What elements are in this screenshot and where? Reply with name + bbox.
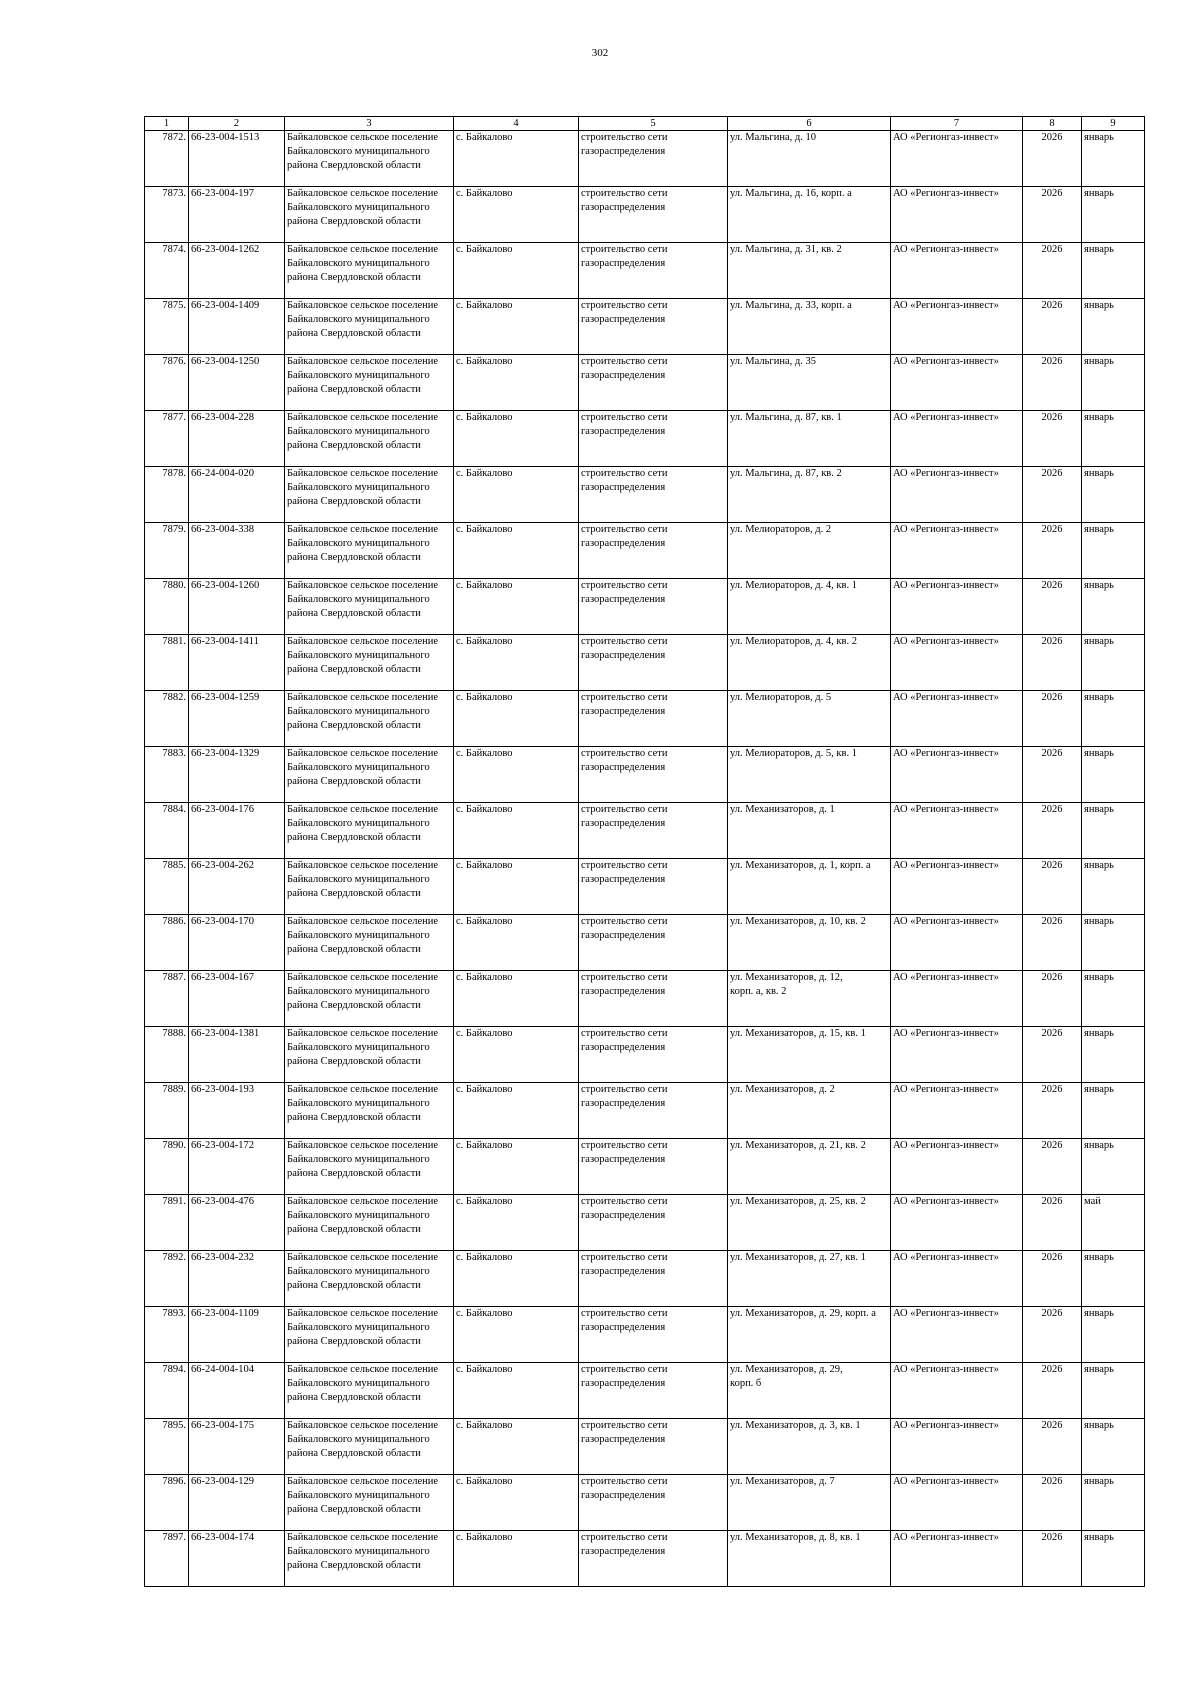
contractor-name: АО «Регионгаз-инвест» [891,915,1023,971]
planned-month: январь [1082,1363,1145,1419]
contractor-name: АО «Регионгаз-инвест» [891,187,1023,243]
planned-year: 2026 [1023,1195,1082,1251]
cadastral-number: 66-23-004-262 [189,859,285,915]
planned-year: 2026 [1023,243,1082,299]
object-address: ул. Механизаторов, д. 15, кв. 1 [728,1027,891,1083]
contractor-name: АО «Регионгаз-инвест» [891,355,1023,411]
municipality-name: Байкаловское сельское поселение Байкаловского муниципального района Свердловской области [285,1363,454,1419]
planned-month: май [1082,1195,1145,1251]
planned-month: январь [1082,971,1145,1027]
row-number: 7887. [145,971,189,1027]
municipality-name: Байкаловское сельское поселение Байкаловского муниципального района Свердловской области [285,187,454,243]
planned-year: 2026 [1023,1251,1082,1307]
planned-month: январь [1082,691,1145,747]
row-number: 7874. [145,243,189,299]
cadastral-number: 66-23-004-176 [189,803,285,859]
locality-name: с. Байкалово [454,1419,579,1475]
work-type: строительство сети газораспределения [579,411,728,467]
municipality-name: Байкаловское сельское поселение Байкаловского муниципального района Свердловской области [285,1307,454,1363]
table-row [145,1139,1145,1195]
object-address: ул. Механизаторов, д. 8, кв. 1 [728,1531,891,1587]
municipality-name: Байкаловское сельское поселение Байкаловского муниципального района Свердловской области [285,747,454,803]
work-type: строительство сети газораспределения [579,915,728,971]
cadastral-number: 66-24-004-104 [189,1363,285,1419]
locality-name: с. Байкалово [454,915,579,971]
contractor-name: АО «Регионгаз-инвест» [891,243,1023,299]
contractor-name: АО «Регионгаз-инвест» [891,691,1023,747]
table-row [145,915,1145,971]
header-row [145,117,1145,131]
municipality-name: Байкаловское сельское поселение Байкаловского муниципального района Свердловской области [285,299,454,355]
contractor-name: АО «Регионгаз-инвест» [891,1475,1023,1531]
contractor-name: АО «Регионгаз-инвест» [891,859,1023,915]
object-address: ул. Механизаторов, д. 25, кв. 2 [728,1195,891,1251]
header-cell: 9 [1082,117,1145,131]
contractor-name: АО «Регионгаз-инвест» [891,467,1023,523]
contractor-name: АО «Регионгаз-инвест» [891,1083,1023,1139]
locality-name: с. Байкалово [454,1363,579,1419]
locality-name: с. Байкалово [454,747,579,803]
header-cell: 3 [285,117,454,131]
cadastral-number: 66-23-004-172 [189,1139,285,1195]
contractor-name: АО «Регионгаз-инвест» [891,1531,1023,1587]
contractor-name: АО «Регионгаз-инвест» [891,635,1023,691]
row-number: 7873. [145,187,189,243]
row-number: 7877. [145,411,189,467]
locality-name: с. Байкалово [454,187,579,243]
table-row [145,635,1145,691]
object-address: ул. Механизаторов, д. 12, корп. а, кв. 2 [728,971,891,1027]
contractor-name: АО «Регионгаз-инвест» [891,1027,1023,1083]
object-address: ул. Механизаторов, д. 2 [728,1083,891,1139]
planned-year: 2026 [1023,355,1082,411]
contractor-name: АО «Регионгаз-инвест» [891,971,1023,1027]
planned-month: январь [1082,1419,1145,1475]
cadastral-number: 66-23-004-338 [189,523,285,579]
table-row [145,467,1145,523]
planned-year: 2026 [1023,859,1082,915]
header-cell: 2 [189,117,285,131]
municipality-name: Байкаловское сельское поселение Байкаловского муниципального района Свердловской области [285,355,454,411]
header-cell: 7 [891,117,1023,131]
row-number: 7876. [145,355,189,411]
table-row [145,579,1145,635]
page-number: 302 [591,47,609,59]
planned-year: 2026 [1023,1419,1082,1475]
locality-name: с. Байкалово [454,467,579,523]
work-type: строительство сети газораспределения [579,1475,728,1531]
planned-month: январь [1082,1139,1145,1195]
object-address: ул. Механизаторов, д. 21, кв. 2 [728,1139,891,1195]
locality-name: с. Байкалово [454,635,579,691]
work-type: строительство сети газораспределения [579,187,728,243]
work-type: строительство сети газораспределения [579,1363,728,1419]
work-type: строительство сети газораспределения [579,1419,728,1475]
row-number: 7875. [145,299,189,355]
locality-name: с. Байкалово [454,355,579,411]
row-number: 7882. [145,691,189,747]
object-address: ул. Механизаторов, д. 3, кв. 1 [728,1419,891,1475]
table-row [145,187,1145,243]
table-row [145,1531,1145,1587]
table-row [145,1475,1145,1531]
table-row [145,131,1145,187]
planned-month: январь [1082,1251,1145,1307]
planned-month: январь [1082,355,1145,411]
row-number: 7894. [145,1363,189,1419]
cadastral-number: 66-23-004-1409 [189,299,285,355]
planned-month: январь [1082,1083,1145,1139]
municipality-name: Байкаловское сельское поселение Байкаловского муниципального района Свердловской области [285,243,454,299]
planned-month: январь [1082,523,1145,579]
planned-month: январь [1082,187,1145,243]
row-number: 7888. [145,1027,189,1083]
contractor-name: АО «Регионгаз-инвест» [891,1195,1023,1251]
table-row [145,1251,1145,1307]
contractor-name: АО «Регионгаз-инвест» [891,579,1023,635]
municipality-name: Байкаловское сельское поселение Байкаловского муниципального района Свердловской области [285,1083,454,1139]
object-address: ул. Мелиораторов, д. 4, кв. 2 [728,635,891,691]
contractor-name: АО «Регионгаз-инвест» [891,1307,1023,1363]
work-type: строительство сети газораспределения [579,131,728,187]
cadastral-number: 66-23-004-129 [189,1475,285,1531]
work-type: строительство сети газораспределения [579,355,728,411]
work-type: строительство сети газораспределения [579,1251,728,1307]
table-row [145,355,1145,411]
planned-month: январь [1082,131,1145,187]
municipality-name: Байкаловское сельское поселение Байкаловского муниципального района Свердловской области [285,803,454,859]
row-number: 7895. [145,1419,189,1475]
locality-name: с. Байкалово [454,299,579,355]
table-row [145,243,1145,299]
contractor-name: АО «Регионгаз-инвест» [891,299,1023,355]
work-type: строительство сети газораспределения [579,1139,728,1195]
planned-year: 2026 [1023,467,1082,523]
municipality-name: Байкаловское сельское поселение Байкаловского муниципального района Свердловской области [285,523,454,579]
contractor-name: АО «Регионгаз-инвест» [891,1139,1023,1195]
municipality-name: Байкаловское сельское поселение Байкаловского муниципального района Свердловской области [285,915,454,971]
table-row [145,411,1145,467]
row-number: 7897. [145,1531,189,1587]
cadastral-number: 66-23-004-193 [189,1083,285,1139]
object-address: ул. Мальгина, д. 35 [728,355,891,411]
table-row [145,691,1145,747]
object-address: ул. Мальгина, д. 10 [728,131,891,187]
planned-year: 2026 [1023,187,1082,243]
header-cell: 5 [579,117,728,131]
locality-name: с. Байкалово [454,691,579,747]
object-address: ул. Мальгина, д. 33, корп. а [728,299,891,355]
work-type: строительство сети газораспределения [579,747,728,803]
work-type: строительство сети газораспределения [579,1195,728,1251]
planned-year: 2026 [1023,299,1082,355]
contractor-name: АО «Регионгаз-инвест» [891,1419,1023,1475]
planned-year: 2026 [1023,1307,1082,1363]
locality-name: с. Байкалово [454,1307,579,1363]
object-address: ул. Мелиораторов, д. 5, кв. 1 [728,747,891,803]
object-address: ул. Мелиораторов, д. 5 [728,691,891,747]
planned-year: 2026 [1023,971,1082,1027]
planned-year: 2026 [1023,1475,1082,1531]
planned-year: 2026 [1023,635,1082,691]
planned-month: январь [1082,299,1145,355]
planned-month: январь [1082,411,1145,467]
locality-name: с. Байкалово [454,1195,579,1251]
cadastral-number: 66-23-004-476 [189,1195,285,1251]
cadastral-number: 66-23-004-1250 [189,355,285,411]
cadastral-number: 66-23-004-175 [189,1419,285,1475]
work-type: строительство сети газораспределения [579,635,728,691]
object-address: ул. Мальгина, д. 31, кв. 2 [728,243,891,299]
planned-year: 2026 [1023,1531,1082,1587]
work-type: строительство сети газораспределения [579,1083,728,1139]
municipality-name: Байкаловское сельское поселение Байкаловского муниципального района Свердловской области [285,467,454,523]
planned-year: 2026 [1023,1083,1082,1139]
cadastral-number: 66-23-004-1259 [189,691,285,747]
cadastral-number: 66-23-004-1262 [189,243,285,299]
locality-name: с. Байкалово [454,1083,579,1139]
object-address: ул. Механизаторов, д. 27, кв. 1 [728,1251,891,1307]
locality-name: с. Байкалово [454,1251,579,1307]
object-address: ул. Мальгина, д. 87, кв. 1 [728,411,891,467]
contractor-name: АО «Регионгаз-инвест» [891,411,1023,467]
municipality-name: Байкаловское сельское поселение Байкаловского муниципального района Свердловской области [285,859,454,915]
row-number: 7878. [145,467,189,523]
cadastral-number: 66-23-004-1329 [189,747,285,803]
object-address: ул. Механизаторов, д. 29, корп. а [728,1307,891,1363]
object-address: ул. Мелиораторов, д. 4, кв. 1 [728,579,891,635]
cadastral-number: 66-23-004-1109 [189,1307,285,1363]
municipality-name: Байкаловское сельское поселение Байкаловского муниципального района Свердловской области [285,131,454,187]
municipality-name: Байкаловское сельское поселение Байкаловского муниципального района Свердловской области [285,411,454,467]
row-number: 7872. [145,131,189,187]
municipality-name: Байкаловское сельское поселение Байкаловского муниципального района Свердловской области [285,1531,454,1587]
table-header [145,117,1145,131]
municipality-name: Байкаловское сельское поселение Байкаловского муниципального района Свердловской области [285,691,454,747]
table-row [145,1083,1145,1139]
row-number: 7883. [145,747,189,803]
registry-table [144,116,1145,1587]
work-type: строительство сети газораспределения [579,971,728,1027]
planned-month: январь [1082,1531,1145,1587]
planned-year: 2026 [1023,1027,1082,1083]
table-row [145,1027,1145,1083]
planned-year: 2026 [1023,691,1082,747]
table-row [145,971,1145,1027]
header-cell: 4 [454,117,579,131]
planned-year: 2026 [1023,803,1082,859]
locality-name: с. Байкалово [454,411,579,467]
contractor-name: АО «Регионгаз-инвест» [891,1363,1023,1419]
table-row [145,1363,1145,1419]
work-type: строительство сети газораспределения [579,243,728,299]
planned-year: 2026 [1023,915,1082,971]
cadastral-number: 66-23-004-174 [189,1531,285,1587]
municipality-name: Байкаловское сельское поселение Байкаловского муниципального района Свердловской области [285,1195,454,1251]
row-number: 7885. [145,859,189,915]
locality-name: с. Байкалово [454,1475,579,1531]
table-body [145,131,1145,1587]
row-number: 7879. [145,523,189,579]
object-address: ул. Мелиораторов, д. 2 [728,523,891,579]
row-number: 7886. [145,915,189,971]
locality-name: с. Байкалово [454,579,579,635]
object-address: ул. Механизаторов, д. 7 [728,1475,891,1531]
table-row [145,1195,1145,1251]
planned-year: 2026 [1023,411,1082,467]
municipality-name: Байкаловское сельское поселение Байкаловского муниципального района Свердловской области [285,1475,454,1531]
locality-name: с. Байкалово [454,1139,579,1195]
table-row [145,1307,1145,1363]
table-row [145,523,1145,579]
object-address: ул. Механизаторов, д. 10, кв. 2 [728,915,891,971]
contractor-name: АО «Регионгаз-инвест» [891,803,1023,859]
cadastral-number: 66-23-004-197 [189,187,285,243]
locality-name: с. Байкалово [454,243,579,299]
work-type: строительство сети газораспределения [579,1531,728,1587]
object-address: ул. Механизаторов, д. 1, корп. а [728,859,891,915]
table-row [145,1419,1145,1475]
planned-year: 2026 [1023,523,1082,579]
planned-month: январь [1082,579,1145,635]
locality-name: с. Байкалово [454,859,579,915]
work-type: строительство сети газораспределения [579,691,728,747]
header-cell: 1 [145,117,189,131]
work-type: строительство сети газораспределения [579,523,728,579]
header-cell: 8 [1023,117,1082,131]
municipality-name: Байкаловское сельское поселение Байкаловского муниципального района Свердловской области [285,1027,454,1083]
work-type: строительство сети газораспределения [579,859,728,915]
row-number: 7884. [145,803,189,859]
municipality-name: Байкаловское сельское поселение Байкаловского муниципального района Свердловской области [285,971,454,1027]
locality-name: с. Байкалово [454,1531,579,1587]
planned-month: январь [1082,243,1145,299]
table-row [145,299,1145,355]
municipality-name: Байкаловское сельское поселение Байкаловского муниципального района Свердловской области [285,1419,454,1475]
planned-month: январь [1082,747,1145,803]
work-type: строительство сети газораспределения [579,299,728,355]
object-address: ул. Механизаторов, д. 1 [728,803,891,859]
table-row [145,803,1145,859]
planned-year: 2026 [1023,747,1082,803]
row-number: 7893. [145,1307,189,1363]
municipality-name: Байкаловское сельское поселение Байкаловского муниципального района Свердловской области [285,1251,454,1307]
table-row [145,859,1145,915]
work-type: строительство сети газораспределения [579,1027,728,1083]
cadastral-number: 66-24-004-020 [189,467,285,523]
planned-month: январь [1082,1027,1145,1083]
municipality-name: Байкаловское сельское поселение Байкаловского муниципального района Свердловской области [285,1139,454,1195]
row-number: 7896. [145,1475,189,1531]
cadastral-number: 66-23-004-170 [189,915,285,971]
planned-month: январь [1082,467,1145,523]
work-type: строительство сети газораспределения [579,467,728,523]
row-number: 7880. [145,579,189,635]
row-number: 7881. [145,635,189,691]
contractor-name: АО «Регионгаз-инвест» [891,1251,1023,1307]
locality-name: с. Байкалово [454,803,579,859]
locality-name: с. Байкалово [454,131,579,187]
table-row [145,747,1145,803]
planned-year: 2026 [1023,579,1082,635]
locality-name: с. Байкалово [454,523,579,579]
planned-month: январь [1082,803,1145,859]
object-address: ул. Мальгина, д. 16, корп. а [728,187,891,243]
cadastral-number: 66-23-004-1513 [189,131,285,187]
planned-month: январь [1082,1475,1145,1531]
planned-month: январь [1082,859,1145,915]
contractor-name: АО «Регионгаз-инвест» [891,747,1023,803]
row-number: 7889. [145,1083,189,1139]
row-number: 7892. [145,1251,189,1307]
cadastral-number: 66-23-004-1411 [189,635,285,691]
planned-month: январь [1082,635,1145,691]
locality-name: с. Байкалово [454,971,579,1027]
cadastral-number: 66-23-004-232 [189,1251,285,1307]
planned-year: 2026 [1023,1139,1082,1195]
planned-month: январь [1082,915,1145,971]
work-type: строительство сети газораспределения [579,1307,728,1363]
row-number: 7890. [145,1139,189,1195]
contractor-name: АО «Регионгаз-инвест» [891,131,1023,187]
work-type: строительство сети газораспределения [579,803,728,859]
header-cell: 6 [728,117,891,131]
cadastral-number: 66-23-004-167 [189,971,285,1027]
work-type: строительство сети газораспределения [579,579,728,635]
row-number: 7891. [145,1195,189,1251]
cadastral-number: 66-23-004-228 [189,411,285,467]
planned-year: 2026 [1023,131,1082,187]
object-address: ул. Механизаторов, д. 29, корп. б [728,1363,891,1419]
planned-year: 2026 [1023,1363,1082,1419]
locality-name: с. Байкалово [454,1027,579,1083]
municipality-name: Байкаловское сельское поселение Байкаловского муниципального района Свердловской области [285,635,454,691]
contractor-name: АО «Регионгаз-инвест» [891,523,1023,579]
object-address: ул. Мальгина, д. 87, кв. 2 [728,467,891,523]
planned-month: январь [1082,1307,1145,1363]
cadastral-number: 66-23-004-1260 [189,579,285,635]
cadastral-number: 66-23-004-1381 [189,1027,285,1083]
municipality-name: Байкаловское сельское поселение Байкаловского муниципального района Свердловской области [285,579,454,635]
